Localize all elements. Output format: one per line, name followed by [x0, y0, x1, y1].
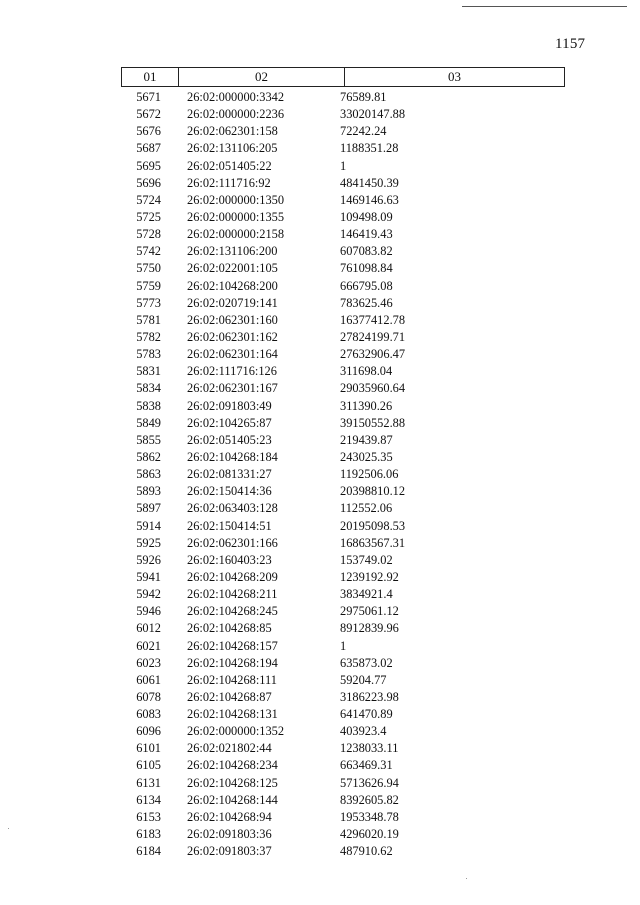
parcel-id-cell: 5696: [136, 175, 161, 190]
parcel-id-cell: 5782: [136, 329, 161, 344]
parcel-id-cell: 5687: [136, 141, 161, 156]
page-number: 1157: [555, 36, 586, 52]
value-cell: 33020147.88: [340, 107, 406, 122]
table-row: [121, 415, 565, 432]
cadastral-number-cell: 26:02:104268:157: [187, 638, 278, 653]
cadastral-number-cell: 26:02:150414:51: [187, 518, 272, 533]
value-cell: 39150552.88: [340, 415, 406, 430]
parcel-id-cell: 5724: [136, 192, 161, 207]
column-header-02: 02: [179, 68, 345, 86]
value-cell: 8912839.96: [340, 621, 399, 636]
table-row: [121, 466, 565, 483]
parcel-id-cell: 5742: [136, 244, 161, 259]
scan-speck: [8, 828, 9, 829]
table-row: [121, 260, 565, 277]
parcel-id-cell: 6101: [136, 741, 161, 756]
cadastral-number-cell: 26:02:111716:126: [187, 364, 277, 379]
parcel-id-cell: 6134: [136, 792, 161, 807]
parcel-id-cell: 6083: [136, 707, 161, 722]
cadastral-number-cell: 26:02:000000:1355: [187, 209, 285, 224]
cadastral-number-cell: 26:02:104268:111: [187, 672, 277, 687]
table-row: [121, 278, 565, 295]
table-row: [121, 706, 565, 723]
table-row: [121, 552, 565, 569]
value-cell: 5713626.94: [340, 775, 399, 790]
table-row: [121, 740, 565, 757]
value-cell: 8392605.82: [340, 792, 399, 807]
parcel-id-cell: 5834: [136, 381, 161, 396]
table-row: [121, 826, 565, 843]
parcel-id-cell: 5855: [136, 432, 161, 447]
cadastral-number-cell: 26:02:062301:167: [187, 381, 278, 396]
cadastral-number-cell: 26:02:051405:22: [187, 158, 272, 173]
table-row: [121, 175, 565, 192]
table-row: [121, 535, 565, 552]
table-row: [121, 843, 565, 860]
value-cell: 403923.4: [340, 724, 387, 739]
table-row: [121, 449, 565, 466]
table-row: [121, 398, 565, 415]
table-row: [121, 329, 565, 346]
parcel-id-cell: 5838: [136, 398, 161, 413]
table-row: [121, 757, 565, 774]
parcel-id-cell: 5926: [136, 552, 161, 567]
value-cell: 1238033.11: [340, 741, 399, 756]
value-cell: 311390.26: [340, 398, 393, 413]
parcel-id-cell: 6021: [136, 638, 161, 653]
cadastral-number-cell: 26:02:104268:209: [187, 569, 278, 584]
top-rule: [462, 6, 627, 7]
table-row: [121, 500, 565, 517]
parcel-id-cell: 6105: [136, 758, 161, 773]
cadastral-number-cell: 26:02:104268:94: [187, 809, 272, 824]
table-row: [121, 775, 565, 792]
value-cell: 27824199.71: [340, 329, 406, 344]
cadastral-number-cell: 26:02:104268:234: [187, 758, 278, 773]
cadastral-number-cell: 26:02:022001:105: [187, 261, 278, 276]
table-row: [121, 432, 565, 449]
value-cell: 27632906.47: [340, 347, 406, 362]
cadastral-number-cell: 26:02:104268:211: [187, 587, 278, 602]
parcel-id-cell: 5725: [136, 209, 161, 224]
value-cell: 3834921.4: [340, 587, 393, 602]
parcel-id-cell: 5672: [136, 107, 161, 122]
parcel-id-cell: 5893: [136, 484, 161, 499]
parcel-id-cell: 5781: [136, 312, 161, 327]
cadastral-number-cell: 26:02:063403:128: [187, 501, 278, 516]
cadastral-number-cell: 26:02:051405:23: [187, 432, 272, 447]
cadastral-number-cell: 26:02:150414:36: [187, 484, 272, 499]
value-cell: 2975061.12: [340, 604, 399, 619]
cadastral-number-cell: 26:02:000000:2236: [187, 107, 285, 122]
cadastral-number-cell: 26:02:000000:2158: [187, 227, 285, 242]
table-row: [121, 483, 565, 500]
parcel-id-cell: 5750: [136, 261, 161, 276]
parcel-id-cell: 5942: [136, 587, 161, 602]
value-cell: 1953348.78: [340, 809, 399, 824]
table-row: [121, 638, 565, 655]
value-cell: 1188351.28: [340, 141, 399, 156]
cadastral-number-cell: 26:02:104268:131: [187, 707, 278, 722]
parcel-id-cell: 5914: [136, 518, 161, 533]
table-row: [121, 518, 565, 535]
cadastral-number-cell: 26:02:021802:44: [187, 741, 272, 756]
value-cell: 783625.46: [340, 295, 393, 310]
cadastral-number-cell: 26:02:062301:162: [187, 329, 278, 344]
value-cell: 4296020.19: [340, 827, 399, 842]
cadastral-number-cell: 26:02:111716:92: [187, 175, 271, 190]
value-cell: 666795.08: [340, 278, 393, 293]
table-row: [121, 655, 565, 672]
table-row: [121, 723, 565, 740]
table-row: [121, 363, 565, 380]
cadastral-number-cell: 26:02:091803:36: [187, 827, 272, 842]
cadastral-number-cell: 26:02:104268:144: [187, 792, 278, 807]
cadastral-number-cell: 26:02:062301:166: [187, 535, 278, 550]
parcel-id-cell: 5946: [136, 604, 161, 619]
value-cell: 1469146.63: [340, 192, 399, 207]
table-row: [121, 295, 565, 312]
value-cell: 663469.31: [340, 758, 393, 773]
value-cell: 16863567.31: [340, 535, 406, 550]
table-row: [121, 569, 565, 586]
cadastral-number-cell: 26:02:062301:164: [187, 347, 278, 362]
column-header-03: 03: [448, 69, 461, 84]
cadastral-number-cell: 26:02:131106:205: [187, 141, 278, 156]
scan-speck: [466, 878, 467, 879]
parcel-id-cell: 5925: [136, 535, 161, 550]
parcel-id-cell: 6131: [136, 775, 161, 790]
parcel-id-cell: 5849: [136, 415, 161, 430]
cadastral-number-cell: 26:02:000000:1352: [187, 724, 285, 739]
parcel-id-cell: 6061: [136, 672, 161, 687]
table-row: [121, 192, 565, 209]
value-cell: 20398810.12: [340, 484, 406, 499]
table-row: [121, 346, 565, 363]
cadastral-number-cell: 26:02:062301:160: [187, 312, 278, 327]
parcel-id-cell: 5676: [136, 124, 161, 139]
value-cell: 1192506.06: [340, 467, 399, 482]
parcel-id-cell: 6012: [136, 621, 161, 636]
parcel-id-cell: 6184: [136, 844, 161, 859]
cadastral-number-cell: 26:02:104268:194: [187, 655, 278, 670]
table-row: [121, 312, 565, 329]
value-cell: 29035960.64: [340, 381, 406, 396]
value-cell: 59204.77: [340, 672, 387, 687]
table-row: [121, 89, 565, 106]
cadastral-number-cell: 26:02:081331:27: [187, 467, 272, 482]
value-cell: 3186223.98: [340, 689, 399, 704]
cadastral-number-cell: 26:02:062301:158: [187, 124, 278, 139]
parcel-id-cell: 5695: [136, 158, 161, 173]
value-cell: 1: [340, 158, 347, 173]
parcel-id-cell: 5941: [136, 569, 161, 584]
value-cell: 311698.04: [340, 364, 393, 379]
value-cell: 109498.09: [340, 209, 393, 224]
value-cell: 1239192.92: [340, 569, 399, 584]
cadastral-number-cell: 26:02:131106:200: [187, 244, 278, 259]
value-cell: 641470.89: [340, 707, 393, 722]
cadastral-number-cell: 26:02:104268:200: [187, 278, 278, 293]
table-row: [121, 158, 565, 175]
parcel-id-cell: 6023: [136, 655, 161, 670]
table-row: [121, 243, 565, 260]
table-row: [121, 226, 565, 243]
table-row: [121, 809, 565, 826]
parcel-id-cell: 5897: [136, 501, 161, 516]
value-cell: 72242.24: [340, 124, 387, 139]
cadastral-number-cell: 26:02:000000:1350: [187, 192, 285, 207]
cadastral-number-cell: 26:02:104265:87: [187, 415, 272, 430]
table-row: [121, 123, 565, 140]
cadastral-number-cell: 26:02:104268:85: [187, 621, 272, 636]
value-cell: 761098.84: [340, 261, 393, 276]
column-header-01: 01: [122, 68, 179, 86]
value-cell: 607083.82: [340, 244, 393, 259]
table-row: [121, 672, 565, 689]
parcel-id-cell: 5759: [136, 278, 161, 293]
parcel-id-cell: 6183: [136, 827, 161, 842]
value-cell: 146419.43: [340, 227, 393, 242]
cadastral-number-cell: 26:02:104268:125: [187, 775, 278, 790]
table-row: [121, 620, 565, 637]
value-cell: 219439.87: [340, 432, 393, 447]
parcel-id-cell: 5671: [136, 90, 161, 104]
table-row: [121, 586, 565, 603]
table-row: [121, 603, 565, 620]
parcel-id-cell: 6096: [136, 724, 161, 739]
parcel-id-cell: 5783: [136, 347, 161, 362]
table-row: [121, 792, 565, 809]
table-row: [121, 209, 565, 226]
cadastral-number-cell: 26:02:000000:3342: [187, 90, 285, 104]
table-header: [121, 67, 565, 87]
table-row: [121, 689, 565, 706]
parcel-id-cell: 5863: [136, 467, 161, 482]
parcel-id-cell: 5831: [136, 364, 161, 379]
parcel-id-cell: 6078: [136, 689, 161, 704]
table-row: [121, 140, 565, 157]
parcel-id-cell: 5862: [136, 449, 161, 464]
cadastral-number-cell: 26:02:160403:23: [187, 552, 272, 567]
value-cell: 112552.06: [340, 501, 393, 516]
cadastral-number-cell: 26:02:091803:49: [187, 398, 272, 413]
cadastral-number-cell: 26:02:020719:141: [187, 295, 278, 310]
cadastral-number-cell: 26:02:091803:37: [187, 844, 272, 859]
cadastral-number-cell: 26:02:104268:87: [187, 689, 272, 704]
cadastral-number-cell: 26:02:104268:245: [187, 604, 278, 619]
value-cell: 635873.02: [340, 655, 393, 670]
value-cell: 4841450.39: [340, 175, 399, 190]
value-cell: 243025.35: [340, 449, 393, 464]
table-body: [121, 89, 565, 860]
parcel-id-cell: 5728: [136, 227, 161, 242]
parcel-id-cell: 5773: [136, 295, 161, 310]
value-cell: 76589.81: [340, 90, 387, 104]
table-row: [121, 106, 565, 123]
table-row: [121, 380, 565, 397]
value-cell: 153749.02: [340, 552, 393, 567]
parcel-id-cell: 6153: [136, 809, 161, 824]
value-cell: 20195098.53: [340, 518, 406, 533]
value-cell: 16377412.78: [340, 312, 406, 327]
value-cell: 487910.62: [340, 844, 393, 859]
value-cell: 1: [340, 638, 347, 653]
cadastral-number-cell: 26:02:104268:184: [187, 449, 278, 464]
